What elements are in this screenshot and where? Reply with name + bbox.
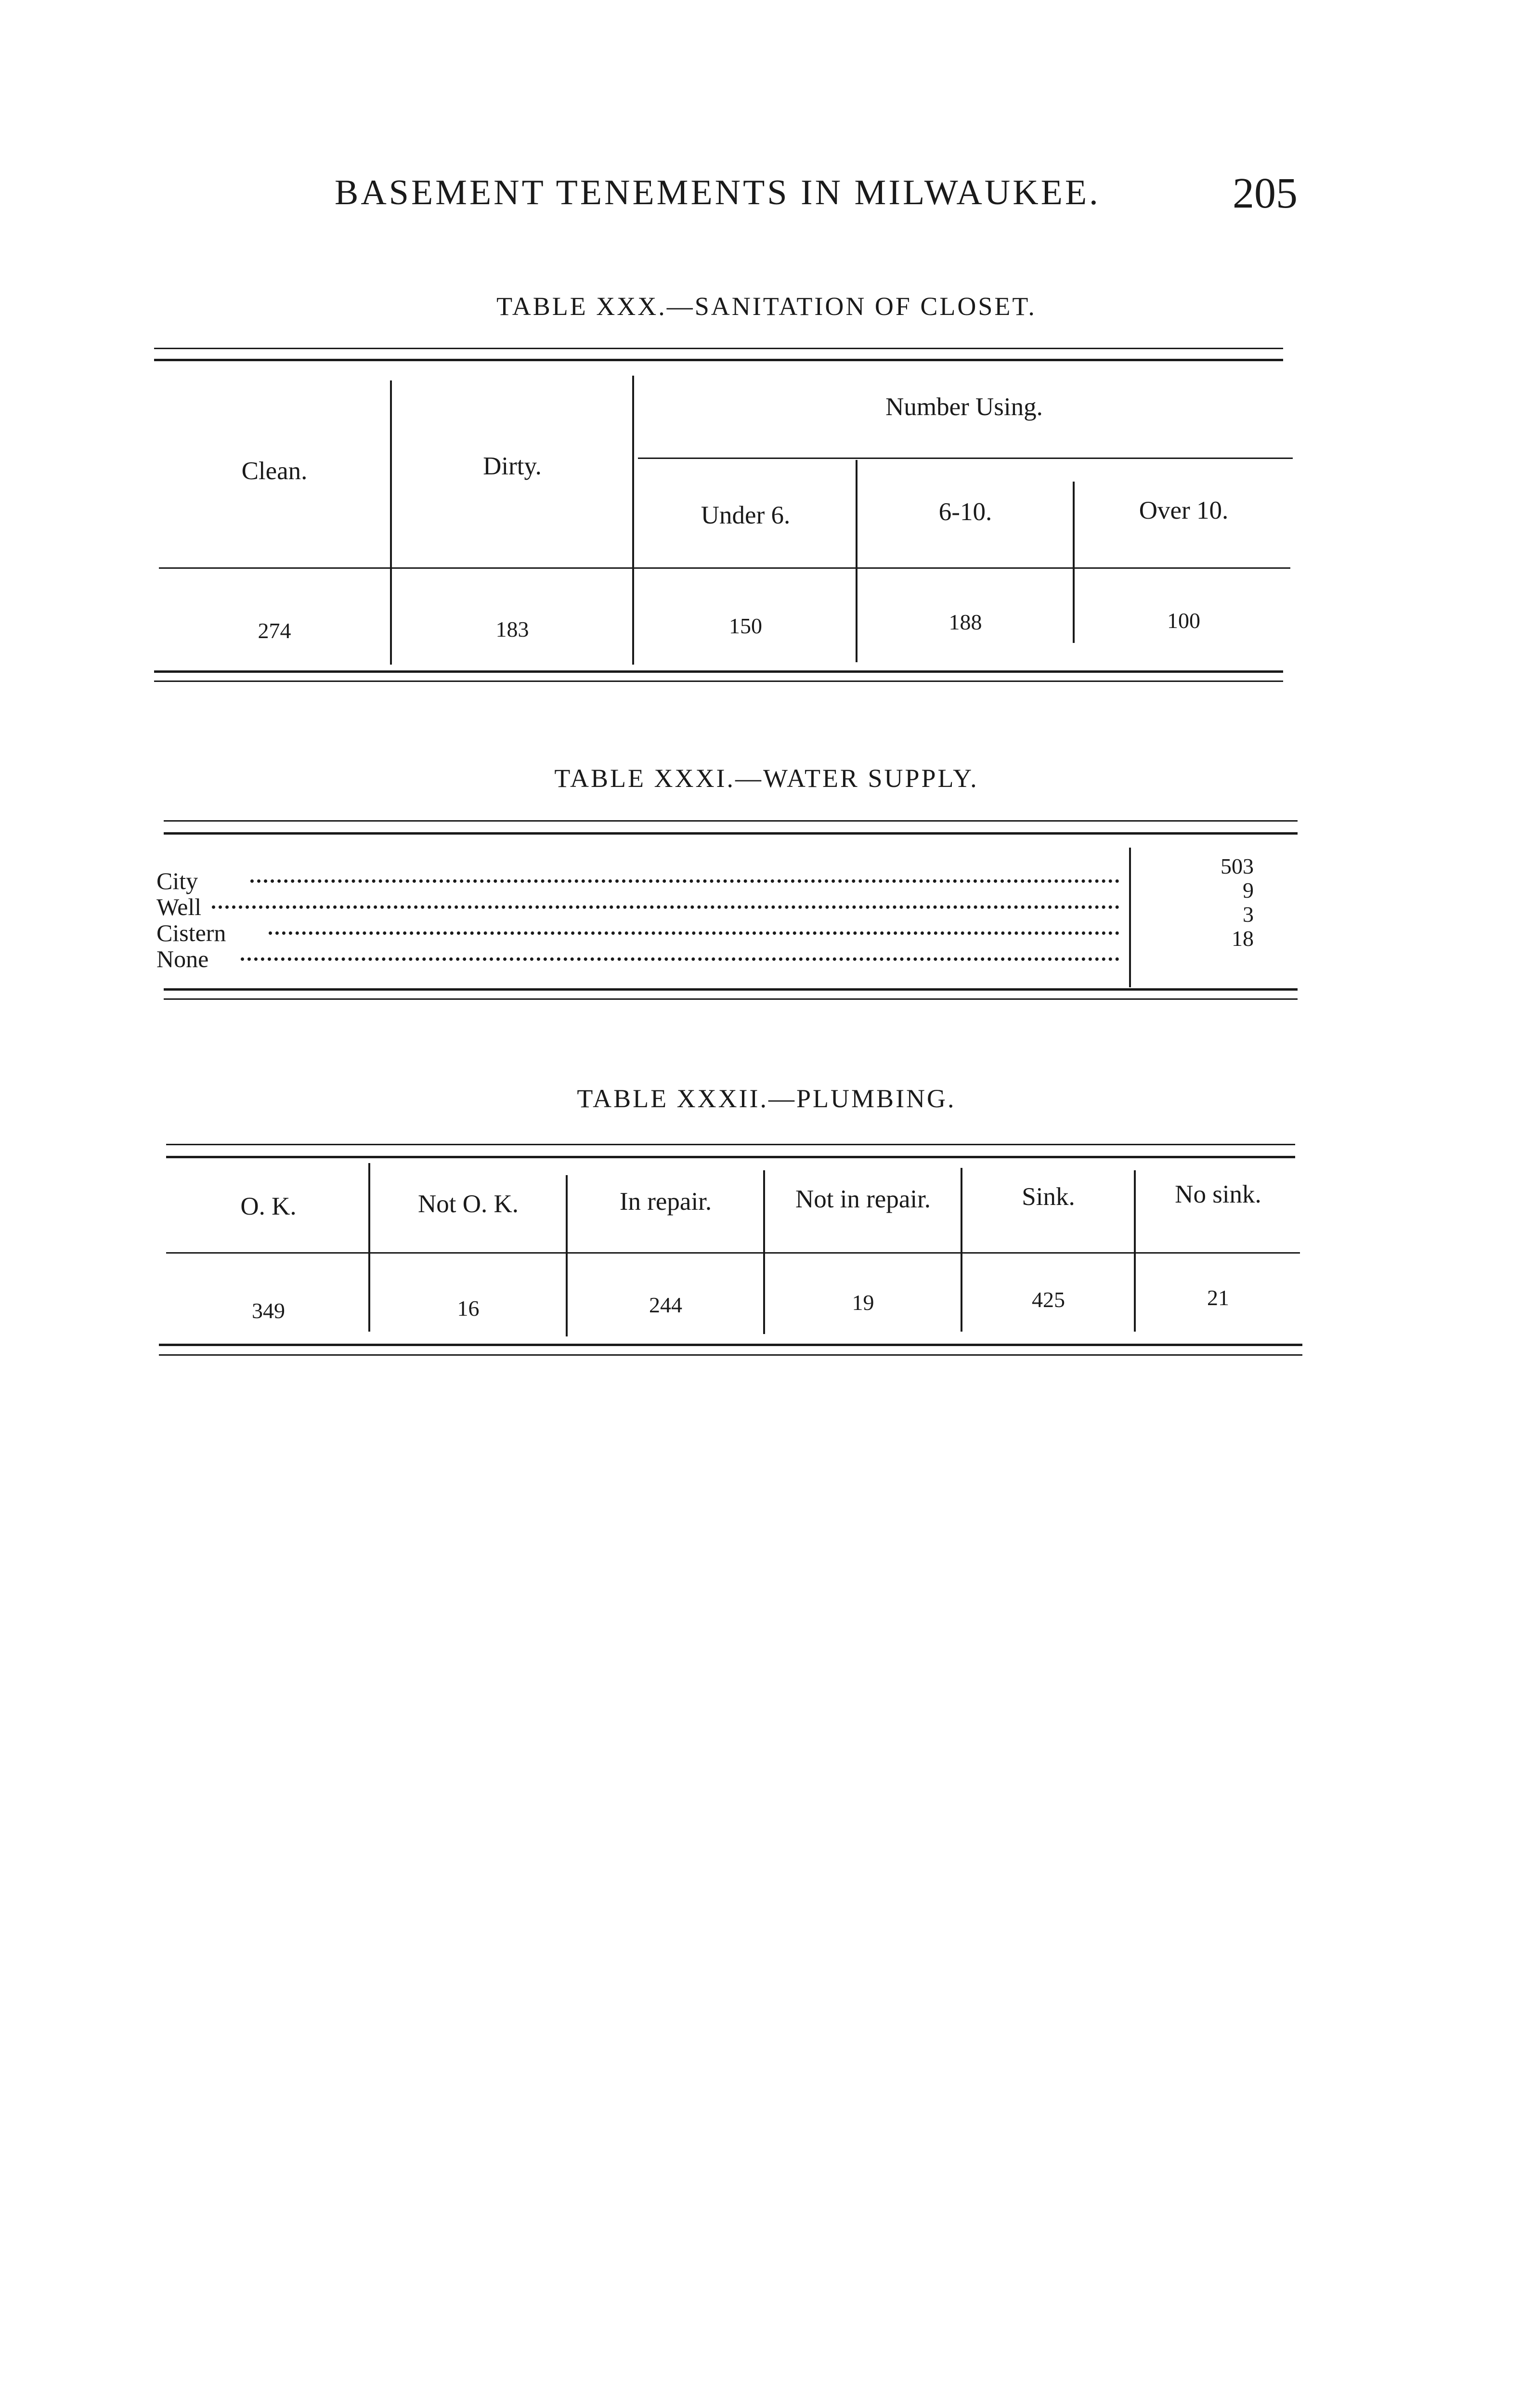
value-6-10: 188	[948, 610, 982, 634]
column-divider	[961, 1168, 962, 1332]
header-number-using: Number Using.	[885, 393, 1043, 421]
table-xxx-title: TABLE XXX.—SANITATION OF CLOSET.	[496, 292, 1037, 321]
header-dirty: Dirty.	[483, 452, 542, 480]
value-under-6: 150	[729, 614, 762, 638]
header-sink: Sink.	[1022, 1183, 1075, 1211]
value-sink: 425	[1032, 1287, 1065, 1312]
header-ok: O. K.	[240, 1192, 297, 1220]
water-supply-value-none: 18	[1232, 926, 1254, 951]
value-not-in-repair: 19	[852, 1290, 874, 1315]
value-ok: 349	[252, 1298, 285, 1323]
value-clean: 274	[258, 618, 291, 643]
header-no-sink: No sink.	[1175, 1180, 1261, 1208]
header-clean: Clean.	[241, 457, 308, 485]
water-supply-value-well: 9	[1243, 878, 1254, 903]
header-in-repair: In repair.	[619, 1188, 712, 1216]
column-divider	[566, 1175, 568, 1336]
water-supply-label-city: City	[156, 867, 198, 894]
water-supply-value-city: 503	[1221, 854, 1254, 878]
value-no-sink: 21	[1207, 1285, 1229, 1310]
water-supply-label-well: Well	[156, 893, 202, 920]
header-6-10: 6-10.	[938, 498, 992, 526]
page-number: 205	[1233, 170, 1298, 217]
running-title: BASEMENT TENEMENTS IN MILWAUKEE.	[335, 173, 1101, 212]
column-divider	[368, 1163, 370, 1332]
header-under-6: Under 6.	[701, 501, 791, 529]
water-supply-label-cistern: Cistern	[156, 919, 226, 946]
rule	[159, 1354, 1302, 1356]
header-not-in-repair: Not in repair.	[795, 1185, 931, 1213]
header-over-10: Over 10.	[1139, 497, 1229, 524]
table-xxxii-title: TABLE XXXII.—PLUMBING.	[577, 1084, 956, 1113]
header-not-ok: Not O. K.	[417, 1190, 519, 1218]
value-in-repair: 244	[649, 1293, 682, 1317]
value-over-10: 100	[1167, 608, 1200, 633]
rule	[166, 1144, 1295, 1145]
column-divider	[1134, 1170, 1136, 1332]
water-supply-value-cistern: 3	[1243, 902, 1254, 927]
table-xxxi-title: TABLE XXXI.—WATER SUPPLY.	[554, 764, 979, 793]
value-dirty: 183	[495, 617, 529, 641]
rule	[159, 1344, 1302, 1346]
water-supply-label-none: None	[156, 945, 209, 972]
value-not-ok: 16	[457, 1296, 480, 1321]
rule	[166, 1252, 1300, 1254]
rule	[166, 1156, 1295, 1158]
